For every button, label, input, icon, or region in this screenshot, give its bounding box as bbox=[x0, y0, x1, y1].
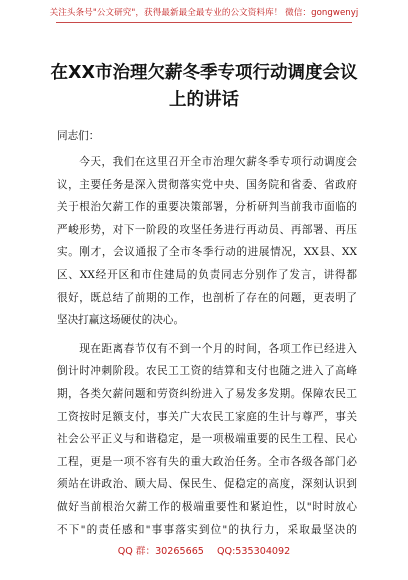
body-line: 不下"的责任感和"事事落实到位"的执行力，采取最坚决的 bbox=[57, 523, 357, 536]
body-line: 严峻形势，对下一阶段的攻坚任务进行再动员、再部署、再压 bbox=[57, 223, 357, 236]
body-line: 工程，更是一项不容有失的重大政治任务。全市各级各部门必 bbox=[57, 455, 357, 468]
salutation: 同志们： bbox=[57, 130, 100, 142]
body-line: 须站在讲政治、顾大局、保民生、促稳定的高度，深刻认识到 bbox=[57, 478, 357, 491]
footer-contact bbox=[0, 543, 408, 557]
body-line: 区、XX经开区和市住建局的负责同志分别作了发言，讲得都 bbox=[57, 268, 357, 281]
footer-qq-number: QQ:535304092 bbox=[216, 546, 291, 557]
body-line: 社会公平正义与和谐稳定，是一项极端重要的民生工程、民心 bbox=[57, 433, 357, 446]
header-divider bbox=[56, 22, 352, 23]
body-line: 议，主要任务是深入贯彻落实党中央、国务院和省委、省政府 bbox=[57, 178, 357, 191]
body-line: 今天，我们在这里召开全市治理欠薪冬季专项行动调度会 bbox=[57, 156, 357, 168]
title-line-2: 上的讲话 bbox=[169, 90, 239, 110]
body-line: 很好，既总结了前期的工作，也剖析了存在的问题，更表明了 bbox=[57, 291, 357, 304]
body-line: 倒计时冲刺阶段。农民工工资的结算和支付也随之进入了高峰 bbox=[57, 365, 357, 378]
body-line: 现在距离春节仅有不到一个月的时间，各项工作已经进入 bbox=[57, 342, 357, 355]
body-line: 做好当前根治欠薪工作的极端重要性和紧迫性，以"时时放心 bbox=[57, 500, 357, 513]
footer-qq-group: QQ 群：30265665 bbox=[117, 546, 204, 557]
title-line-1: 在XX市治理欠薪冬季专项行动调度会议 bbox=[50, 63, 358, 83]
header-banner: 关注头条号"公文研究"，获得最新最全最专业的公文资料库！ 微信：gongwenyj bbox=[49, 8, 359, 18]
page-title bbox=[40, 60, 368, 114]
body-line: 关于根治欠薪工作的重要决策部署，分析研判当前我市面临的 bbox=[57, 201, 357, 214]
body-line: 实。刚才，会议通报了全市冬季行动的进展情况，XX县、XX bbox=[57, 246, 357, 259]
body-line: 坚决打赢这场硬仗的决心。 bbox=[57, 314, 185, 327]
body-line: 工资按时足额支付，事关广大农民工家庭的生计与尊严，事关 bbox=[57, 410, 357, 423]
body-line: 期，各类欠薪问题和劳资纠纷进入了易发多发期。保障农民工 bbox=[57, 387, 357, 400]
body-text bbox=[57, 151, 357, 541]
